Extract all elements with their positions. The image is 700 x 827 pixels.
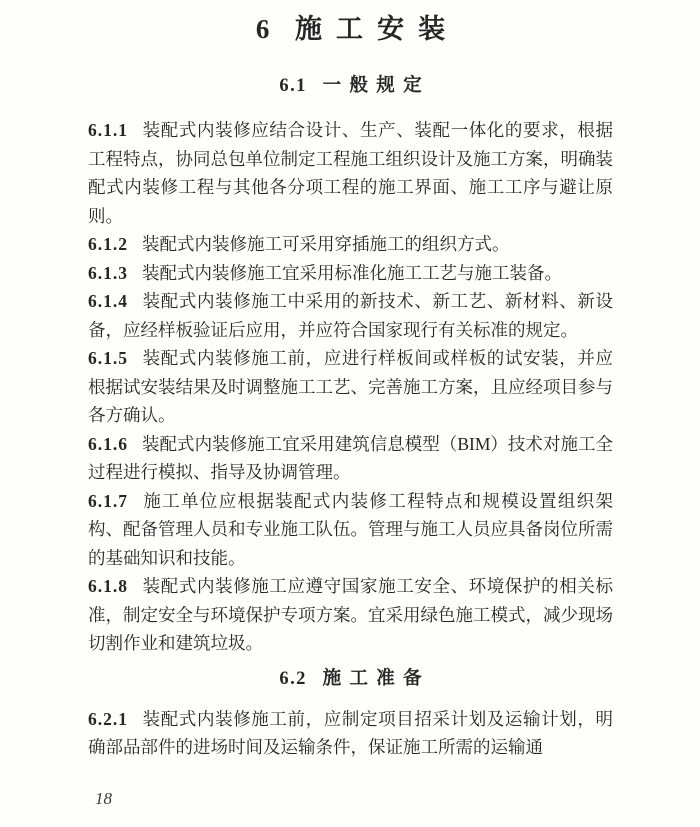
clause-text: 装配式内装修施工前，应制定项目招采计划及运输计划，明确部品部件的进场时间及运输条件，保证施工所需的运输通 xyxy=(88,708,613,757)
chapter-number: 6 xyxy=(255,14,270,44)
section-title-text: 一般规定 xyxy=(322,76,430,96)
clause-text: 装配式内装修施工宜采用标准化施工工艺与施工装备。 xyxy=(142,262,562,283)
chapter-title-text: 施工安装 xyxy=(295,14,460,44)
clause-text: 装配式内装修施工宜采用建筑信息模型（BIM）技术对施工全过程进行模拟、指导及协调管理。 xyxy=(88,433,613,482)
clause-6-1-1 xyxy=(88,116,613,230)
clause-number: 6.1.6 xyxy=(88,433,128,454)
clause-number: 6.1.5 xyxy=(88,348,128,368)
section-number: 6.2 xyxy=(279,668,307,689)
clause-number: 6.1.7 xyxy=(88,490,128,511)
clause-6-1-4 xyxy=(88,287,613,344)
clause-text: 装配式内装修应结合设计、生产、装配一体化的要求，根据工程特点，协同总包单位制定工程施工组织设计及施工方案，明确装配式内装修工程与其他各分项工程的施工界面、施工工序与避让原则。 xyxy=(88,120,613,226)
clause-text: 装配式内装修施工可采用穿插施工的组织方式。 xyxy=(142,234,510,254)
clause-number: 6.1.3 xyxy=(88,262,128,283)
clause-number: 6.1.8 xyxy=(88,576,128,596)
clause-6-1-6 xyxy=(88,430,613,487)
section-title-6-2 xyxy=(88,667,613,691)
clause-text: 装配式内装修施工应遵守国家施工安全、环境保护的相关标准，制定安全与环境保护专项方案。宜采用绿色施工模式，减少现场切割作业和建筑垃圾。 xyxy=(88,576,613,653)
clause-number: 6.2.1 xyxy=(88,708,128,729)
clause-text: 装配式内装修施工前，应进行样板间或样板的试安装，并应根据试安装结果及时调整施工工艺、完善施工方案，且应经项目参与各方确认。 xyxy=(88,348,613,425)
clause-text: 施工单位应根据装配式内装修工程特点和规模设置组织架构、配备管理人员和专业施工队伍。管理与施工人员应具备岗位所需的基础知识和技能。 xyxy=(88,490,613,568)
chapter-title xyxy=(88,12,613,46)
clause-number: 6.1.1 xyxy=(88,120,128,140)
section-number: 6.1 xyxy=(279,76,307,96)
clause-6-1-8 xyxy=(88,572,613,658)
page-number: 18 xyxy=(95,789,112,808)
clause-number: 6.1.2 xyxy=(88,234,128,254)
clause-6-1-5 xyxy=(88,344,613,430)
clause-6-1-3 xyxy=(88,259,613,288)
clause-6-1-7 xyxy=(88,487,613,573)
section-title-text: 施工准备 xyxy=(322,668,430,689)
clause-number: 6.1.4 xyxy=(88,291,128,311)
clause-6-2-1 xyxy=(88,705,613,762)
clause-6-1-2 xyxy=(88,230,613,259)
section-title-6-1 xyxy=(88,74,613,98)
clause-text: 装配式内装修施工中采用的新技术、新工艺、新材料、新设备，应经样板验证后应用，并应符合国家现行有关标准的规定。 xyxy=(88,291,613,340)
